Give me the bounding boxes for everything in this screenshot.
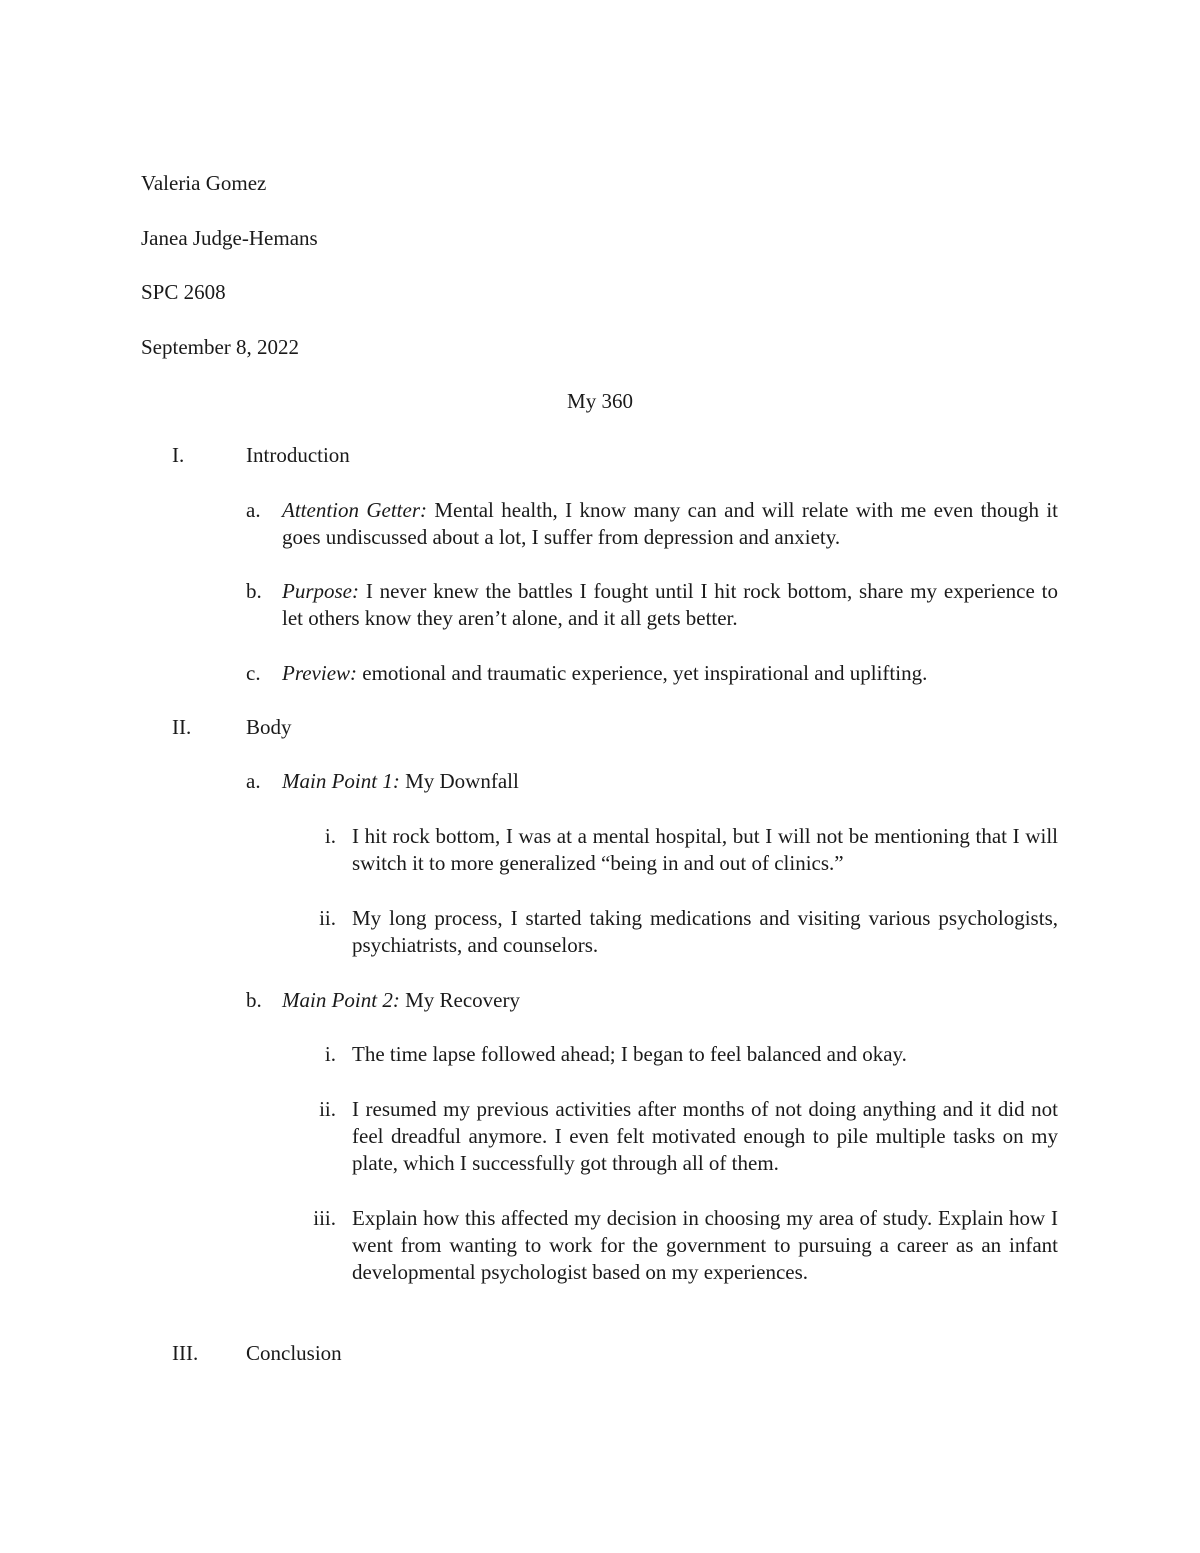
section-heading-introduction: Introduction [246,443,350,467]
section-numeral: I. [172,443,185,467]
document-title: My 360 [567,389,633,413]
course-code: SPC 2608 [141,280,226,304]
section-numeral: II. [172,715,192,739]
item-body: Mental health, I know many can and will relate with me even though it goes undiscussed about a lot, I suffer from depression and anxiety. [282,498,1058,549]
item-label: Purpose: [282,579,359,603]
sub-item-number: ii. [319,906,336,930]
sub-item-text: I hit rock bottom, I was at a mental hospital, but I will not be mentioning that I will switch it to more generalized “being in and out of clinics.” [352,824,1058,875]
attention-getter-text [282,497,1058,551]
sub-item-number: i. [324,1042,336,1066]
item-body: My Recovery [399,988,520,1012]
sub-item-text: My long process, I started taking medications and visiting various psychologists, psychiatrists, and counselors. [352,906,1058,957]
sub-item-number: i. [324,824,336,848]
main-point-1 [282,768,519,795]
document-date: September 8, 2022 [141,335,300,359]
item-label: Main Point 2: [282,988,400,1012]
section-numeral: III. [172,1341,199,1365]
item-letter: c. [246,661,261,685]
sub-item-text: I resumed my previous activities after months of not doing anything and it did not feel dreadful anymore. I even felt motivated enough to pile multiple tasks on my plate, which I successfully got through all of them. [352,1097,1058,1175]
sub-item-number: ii. [319,1097,336,1121]
sub-item-number: iii. [313,1206,336,1230]
item-letter: a. [246,769,261,793]
item-label: Preview: [282,661,358,685]
item-label: Main Point 1: [282,769,400,793]
item-body: emotional and traumatic experience, yet inspirational and uplifting. [357,661,928,685]
item-body: My Downfall [399,769,519,793]
item-label: Attention Getter: [282,498,428,522]
instructor-name: Janea Judge-Hemans [141,226,318,250]
preview-text [282,660,1058,687]
item-letter: b. [246,988,262,1012]
purpose-text [282,578,1058,632]
section-heading-body: Body [246,715,292,739]
sub-item-text: Explain how this affected my decision in choosing my area of study. Explain how I went from wanting to work for the government to pursuing a career as an infant developmental psychologist based on my experiences. [352,1206,1058,1284]
item-letter: b. [246,579,262,603]
item-body: I never knew the battles I fought until I hit rock bottom, share my experience to let others know they aren’t alone, and it all gets better. [282,579,1058,630]
sub-item-text: The time lapse followed ahead; I began to feel balanced and okay. [352,1042,907,1066]
student-name: Valeria Gomez [141,171,267,195]
section-heading-conclusion: Conclusion [246,1341,342,1365]
main-point-2 [282,987,520,1014]
item-letter: a. [246,498,261,522]
